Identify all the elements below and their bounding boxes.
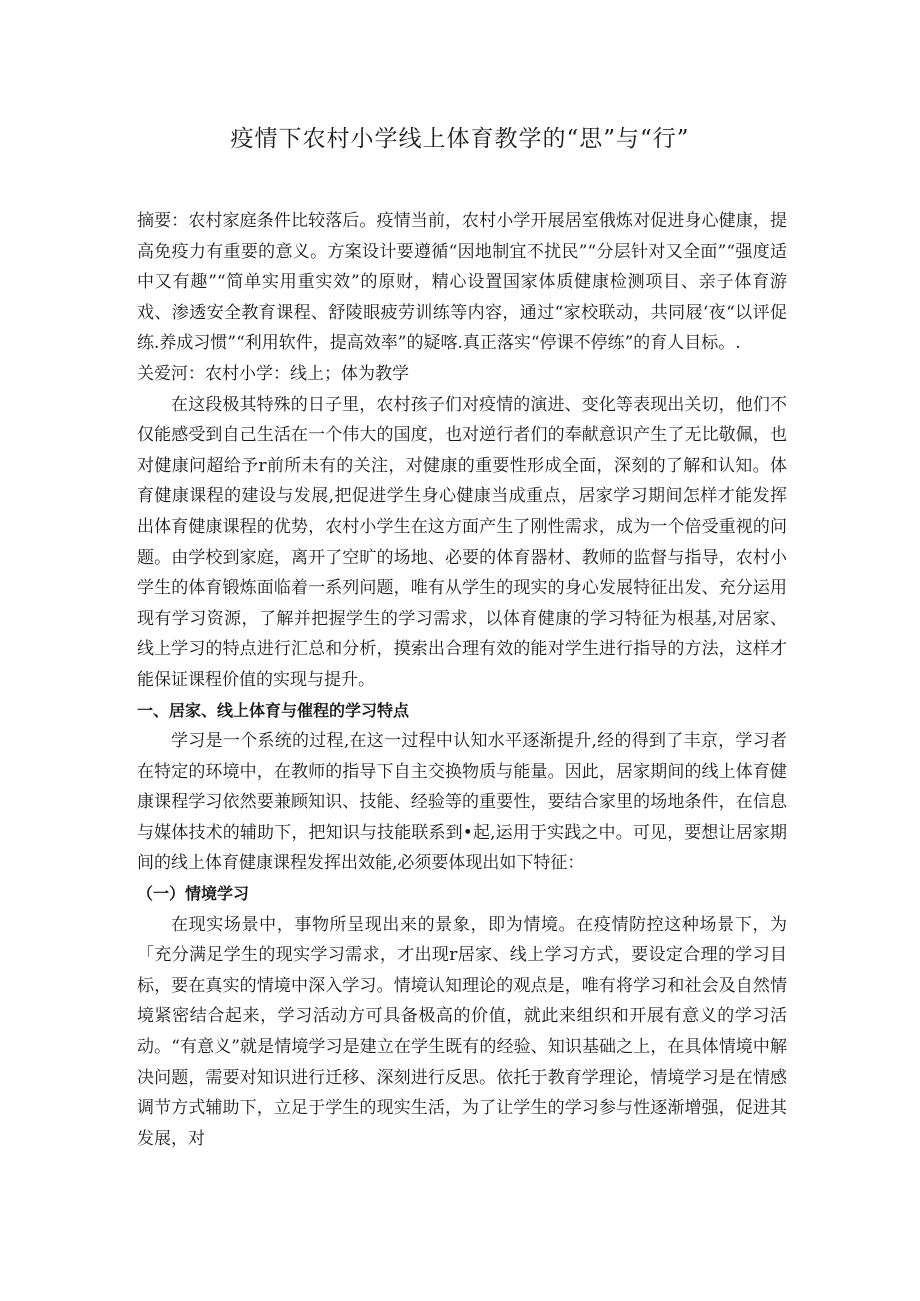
section-heading: 一、居家、线上体育与催程的学习特点 [137, 700, 410, 720]
abstract-paragraph: 摘要：农村家庭条件比较落后。疫情当前，农村小学开展居室俄炼对促进身心健康，提高免疫力有重要的意义。方案设计要遵循“因地制宜不扰民”“分层针对又全面”“强度适中又有趣”“简单实用重实效”的原财，精心设置国家体质健康检测项目、亲子体育游戏、渗透安全教育课程、舒陵眼疲劳训练等内容，通过“家校联动，共同屐‘夜“以评促练.养成习惯”“利用软件，提高效率”的疑喀.真正落实“停课不停练”的育人目标。. [137, 211, 787, 354]
document-title: 疫情下农村小学线上体育教学的“思”与“行” [230, 126, 690, 152]
section-paragraph: 学习是一个系统的过程,在这一过程中认知水平逐渐提升,经的得到了丰京，学习者在特定的环境中，在教师的指导下自主交换物质与能量。因此，居家期间的线上体育健康课程学习依然要兼顾知识、技能、经验等的重要性，要结合家里的场地条件，在信息与媒体技术的辅助下，把知识与技能联系到•起,运用于实践之中。可见，要想让居家期间的线上体育健康课程发挥出效能,必须要体现出如下特征： [137, 731, 787, 874]
keywords-line: 关爱河：农村小学：线上；体为教学 [137, 363, 409, 384]
document-body [137, 206, 787, 1154]
subsection-paragraph: 在现实场景中，事物所呈现出来的景象，即为情境。在疫情防控这种场景下，为「充分满足学生的现实学习需求，才出现r居家、线上学习方式，要设定合理的学习目标，要在真实的情境中深入学习。情境认知理论的观点是，唯有将学习和社会及自然情境紧密结合起来，学习活动方可具备极高的价值，就此来组织和开展有意义的学习活动。“有意义”就是情境学习是建立在学生既有的经验、知识基础之上，在具体情境中解决问题，需要对知识进行迁移、深刻进行反思。依托于教育学理论，情境学习是在情感调节方式辅助下，立足于学生的现实生活，为了让学生的学习参与性逐渐增强，促进其发展，对 [137, 914, 787, 1149]
intro-paragraph: 在这段极其特殊的日子里，农村孩子们对疫情的演进、变化等表现出关切，他们不仅能感受到自己生活在一个伟大的国度，也对逆行者们的奉献意识产生了无比敬佩，也对健康问超给予r前所未有的关注，对健康的重要性形成全面，深刻的了解和认知。体育健康课程的建设与发展,把促进学生身心健康当成重点，居家学习期间怎样才能发挥出体育健康课程的优势，农村小学生在这方面产生了刚性需求，成为一个倍受重视的问题。由学校到家庭，离开了空旷的场地、必要的体育器材、教师的监督与指导，农村小学生的体育锻炼面临着一系列问题，唯有从学生的现实的身心发展特征出发、充分运用现有学习资源，了解并把握学生的学习需求，以体育健康的学习特征为根基,对居家、线上学习的特点进行汇总和分析，摸索出合理有效的能对学生进行指导的方法，这样才能保证课程价值的实现与提升。 [137, 394, 787, 690]
subsection-heading: （一）情境学习 [137, 884, 250, 904]
